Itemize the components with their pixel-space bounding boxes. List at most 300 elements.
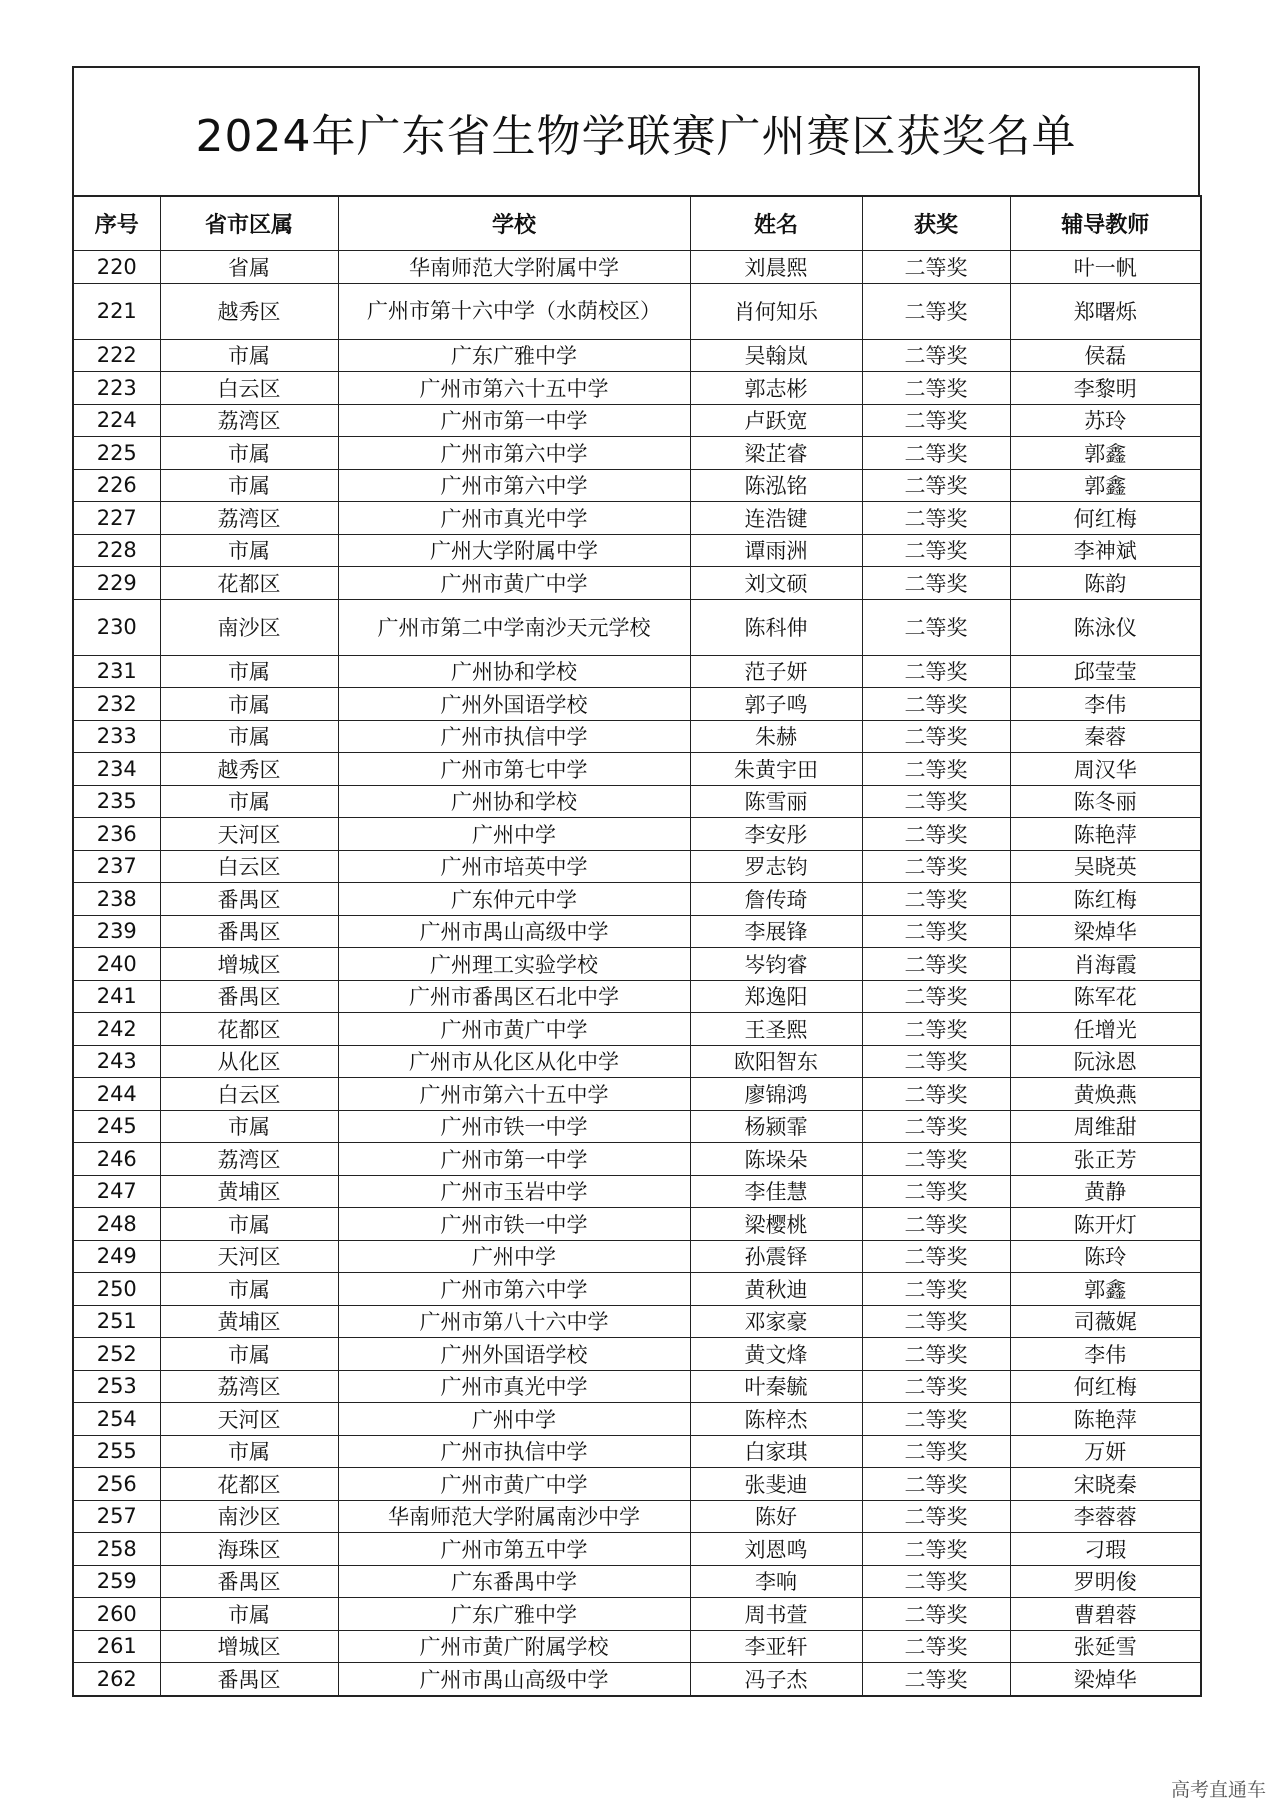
cell-award: 二等奖	[862, 1468, 1010, 1501]
cell-school: 广东广雅中学	[338, 339, 690, 372]
cell-district: 市属	[160, 1338, 338, 1371]
cell-teacher: 司薇娓	[1010, 1305, 1201, 1338]
table-row	[73, 753, 1201, 786]
cell-award: 二等奖	[862, 818, 1010, 851]
cell-school: 广州市黄广中学	[338, 1468, 690, 1501]
table-row	[73, 1305, 1201, 1338]
table-row	[73, 1338, 1201, 1371]
cell-school: 广州市真光中学	[338, 502, 690, 535]
table-row	[73, 283, 1201, 339]
table-row	[73, 1533, 1201, 1566]
cell-award: 二等奖	[862, 1598, 1010, 1631]
cell-teacher: 罗明俊	[1010, 1565, 1201, 1598]
cell-award: 二等奖	[862, 1565, 1010, 1598]
table-row	[73, 567, 1201, 600]
cell-award: 二等奖	[862, 1305, 1010, 1338]
table-row	[73, 1208, 1201, 1241]
cell-name: 孙震铎	[690, 1240, 862, 1273]
cell-district: 番禺区	[160, 980, 338, 1013]
cell-name: 陈雪丽	[690, 785, 862, 818]
cell-award: 二等奖	[862, 850, 1010, 883]
cell-teacher: 邱莹莹	[1010, 655, 1201, 688]
cell-name: 刘晨熙	[690, 251, 862, 284]
cell-award: 二等奖	[862, 883, 1010, 916]
cell-teacher: 周维甜	[1010, 1110, 1201, 1143]
table-row	[73, 1143, 1201, 1176]
table-row	[73, 1175, 1201, 1208]
cell-seq: 221	[73, 283, 160, 339]
cell-award: 二等奖	[862, 567, 1010, 600]
cell-teacher: 陈艳萍	[1010, 818, 1201, 851]
cell-seq: 248	[73, 1208, 160, 1241]
cell-district: 番禺区	[160, 915, 338, 948]
cell-district: 花都区	[160, 1013, 338, 1046]
cell-award: 二等奖	[862, 655, 1010, 688]
cell-teacher: 陈泳仪	[1010, 599, 1201, 655]
cell-teacher: 李黎明	[1010, 372, 1201, 405]
cell-school: 广州市真光中学	[338, 1370, 690, 1403]
cell-seq: 240	[73, 948, 160, 981]
cell-district: 黄埔区	[160, 1175, 338, 1208]
cell-district: 增城区	[160, 948, 338, 981]
cell-name: 白家琪	[690, 1435, 862, 1468]
cell-name: 王圣熙	[690, 1013, 862, 1046]
cell-school: 广州协和学校	[338, 655, 690, 688]
table-row	[73, 404, 1201, 437]
cell-teacher: 陈开灯	[1010, 1208, 1201, 1241]
cell-award: 二等奖	[862, 534, 1010, 567]
cell-name: 卢跃宽	[690, 404, 862, 437]
cell-award: 二等奖	[862, 437, 1010, 470]
cell-teacher: 宋晓秦	[1010, 1468, 1201, 1501]
table-row	[73, 1013, 1201, 1046]
cell-school: 广州市执信中学	[338, 1435, 690, 1468]
cell-name: 周书萱	[690, 1598, 862, 1631]
cell-district: 省属	[160, 251, 338, 284]
cell-district: 从化区	[160, 1045, 338, 1078]
cell-award: 二等奖	[862, 339, 1010, 372]
cell-district: 白云区	[160, 372, 338, 405]
cell-teacher: 曹碧蓉	[1010, 1598, 1201, 1631]
cell-district: 越秀区	[160, 753, 338, 786]
cell-school: 广州协和学校	[338, 785, 690, 818]
table-row	[73, 469, 1201, 502]
cell-district: 市属	[160, 688, 338, 721]
table-row	[73, 1273, 1201, 1306]
cell-seq: 231	[73, 655, 160, 688]
cell-name: 陈梓杰	[690, 1403, 862, 1436]
cell-school: 广州市第六十五中学	[338, 372, 690, 405]
table-row	[73, 251, 1201, 284]
table-row	[73, 1240, 1201, 1273]
cell-seq: 226	[73, 469, 160, 502]
cell-award: 二等奖	[862, 599, 1010, 655]
column-header-name: 姓名	[690, 196, 862, 251]
cell-seq: 247	[73, 1175, 160, 1208]
cell-teacher: 黄焕燕	[1010, 1078, 1201, 1111]
cell-school: 广州市从化区从化中学	[338, 1045, 690, 1078]
cell-school: 广东仲元中学	[338, 883, 690, 916]
cell-seq: 228	[73, 534, 160, 567]
column-header-teacher: 辅导教师	[1010, 196, 1201, 251]
table-row	[73, 915, 1201, 948]
cell-school: 华南师范大学附属南沙中学	[338, 1500, 690, 1533]
column-header-school: 学校	[338, 196, 690, 251]
cell-name: 范子妍	[690, 655, 862, 688]
cell-seq: 239	[73, 915, 160, 948]
cell-school: 广州市第一中学	[338, 1143, 690, 1176]
cell-district: 市属	[160, 655, 338, 688]
cell-district: 市属	[160, 1598, 338, 1631]
cell-name: 郭志彬	[690, 372, 862, 405]
cell-school: 广州市第八十六中学	[338, 1305, 690, 1338]
cell-seq: 258	[73, 1533, 160, 1566]
cell-award: 二等奖	[862, 785, 1010, 818]
cell-school: 广州市铁一中学	[338, 1110, 690, 1143]
cell-teacher: 秦蓉	[1010, 720, 1201, 753]
cell-award: 二等奖	[862, 1208, 1010, 1241]
cell-school: 广州中学	[338, 1403, 690, 1436]
table-row	[73, 437, 1201, 470]
cell-school: 广州市禺山高级中学	[338, 1663, 690, 1696]
cell-district: 白云区	[160, 850, 338, 883]
cell-teacher: 李蓉蓉	[1010, 1500, 1201, 1533]
cell-award: 二等奖	[862, 720, 1010, 753]
cell-award: 二等奖	[862, 1078, 1010, 1111]
cell-school: 广州理工实验学校	[338, 948, 690, 981]
cell-seq: 227	[73, 502, 160, 535]
table-row	[73, 1468, 1201, 1501]
cell-seq: 225	[73, 437, 160, 470]
cell-seq: 238	[73, 883, 160, 916]
cell-district: 市属	[160, 1110, 338, 1143]
cell-name: 岑钧睿	[690, 948, 862, 981]
cell-name: 廖锦鸿	[690, 1078, 862, 1111]
cell-teacher: 阮泳恩	[1010, 1045, 1201, 1078]
cell-school: 广州市第二中学南沙天元学校	[338, 599, 690, 655]
cell-school: 广州市第一中学	[338, 404, 690, 437]
cell-award: 二等奖	[862, 1013, 1010, 1046]
cell-name: 杨颍霏	[690, 1110, 862, 1143]
cell-award: 二等奖	[862, 688, 1010, 721]
cell-school: 广东番禺中学	[338, 1565, 690, 1598]
cell-district: 荔湾区	[160, 1370, 338, 1403]
cell-award: 二等奖	[862, 1045, 1010, 1078]
cell-seq: 252	[73, 1338, 160, 1371]
cell-teacher: 肖海霞	[1010, 948, 1201, 981]
cell-school: 广州外国语学校	[338, 688, 690, 721]
cell-seq: 249	[73, 1240, 160, 1273]
award-list-sheet	[72, 66, 1200, 1697]
cell-seq: 230	[73, 599, 160, 655]
cell-seq: 229	[73, 567, 160, 600]
table-row	[73, 785, 1201, 818]
cell-district: 花都区	[160, 567, 338, 600]
cell-name: 郑逸阳	[690, 980, 862, 1013]
table-row	[73, 1598, 1201, 1631]
cell-seq: 253	[73, 1370, 160, 1403]
cell-teacher: 周汉华	[1010, 753, 1201, 786]
cell-teacher: 陈红梅	[1010, 883, 1201, 916]
cell-name: 朱黄宇田	[690, 753, 862, 786]
cell-seq: 233	[73, 720, 160, 753]
cell-award: 二等奖	[862, 251, 1010, 284]
cell-award: 二等奖	[862, 1110, 1010, 1143]
cell-teacher: 陈艳萍	[1010, 1403, 1201, 1436]
cell-teacher: 陈玲	[1010, 1240, 1201, 1273]
cell-seq: 236	[73, 818, 160, 851]
cell-school: 广州市第七中学	[338, 753, 690, 786]
cell-name: 邓家豪	[690, 1305, 862, 1338]
cell-district: 市属	[160, 469, 338, 502]
cell-seq: 235	[73, 785, 160, 818]
cell-seq: 250	[73, 1273, 160, 1306]
cell-teacher: 陈军花	[1010, 980, 1201, 1013]
cell-seq: 237	[73, 850, 160, 883]
cell-name: 连浩键	[690, 502, 862, 535]
cell-teacher: 刁瑕	[1010, 1533, 1201, 1566]
table-row	[73, 599, 1201, 655]
cell-seq: 254	[73, 1403, 160, 1436]
cell-teacher: 万妍	[1010, 1435, 1201, 1468]
table-row	[73, 1663, 1201, 1696]
cell-district: 荔湾区	[160, 502, 338, 535]
cell-name: 陈泓铭	[690, 469, 862, 502]
cell-name: 梁樱桃	[690, 1208, 862, 1241]
cell-seq: 241	[73, 980, 160, 1013]
table-row	[73, 1500, 1201, 1533]
cell-award: 二等奖	[862, 502, 1010, 535]
cell-award: 二等奖	[862, 1273, 1010, 1306]
table-row	[73, 1403, 1201, 1436]
cell-district: 番禺区	[160, 1565, 338, 1598]
cell-district: 市属	[160, 1273, 338, 1306]
cell-award: 二等奖	[862, 283, 1010, 339]
watermark: 高考直通车	[1170, 1779, 1266, 1801]
table-row	[73, 1630, 1201, 1663]
cell-teacher: 张延雪	[1010, 1630, 1201, 1663]
table-row	[73, 1370, 1201, 1403]
cell-seq: 244	[73, 1078, 160, 1111]
cell-name: 李佳慧	[690, 1175, 862, 1208]
cell-district: 荔湾区	[160, 1143, 338, 1176]
cell-name: 肖何知乐	[690, 283, 862, 339]
cell-district: 花都区	[160, 1468, 338, 1501]
cell-award: 二等奖	[862, 915, 1010, 948]
cell-district: 天河区	[160, 1240, 338, 1273]
cell-teacher: 梁焯华	[1010, 1663, 1201, 1696]
cell-school: 广州大学附属中学	[338, 534, 690, 567]
cell-name: 陈垛朵	[690, 1143, 862, 1176]
cell-teacher: 郭鑫	[1010, 469, 1201, 502]
cell-school: 广州市第六中学	[338, 437, 690, 470]
cell-seq: 257	[73, 1500, 160, 1533]
cell-district: 番禺区	[160, 883, 338, 916]
cell-school: 广东广雅中学	[338, 1598, 690, 1631]
cell-award: 二等奖	[862, 753, 1010, 786]
table-row	[73, 1110, 1201, 1143]
cell-award: 二等奖	[862, 980, 1010, 1013]
table-row	[73, 1565, 1201, 1598]
cell-school: 广州市铁一中学	[338, 1208, 690, 1241]
cell-district: 市属	[160, 437, 338, 470]
cell-award: 二等奖	[862, 1435, 1010, 1468]
cell-seq: 234	[73, 753, 160, 786]
cell-award: 二等奖	[862, 372, 1010, 405]
cell-school: 广州中学	[338, 1240, 690, 1273]
cell-school: 广州市第十六中学（水荫校区）	[338, 283, 690, 339]
cell-name: 郭子鸣	[690, 688, 862, 721]
table-row	[73, 502, 1201, 535]
cell-seq: 260	[73, 1598, 160, 1631]
column-header-seq: 序号	[73, 196, 160, 251]
cell-award: 二等奖	[862, 404, 1010, 437]
cell-name: 谭雨洲	[690, 534, 862, 567]
cell-seq: 220	[73, 251, 160, 284]
cell-seq: 256	[73, 1468, 160, 1501]
cell-district: 市属	[160, 339, 338, 372]
cell-school: 广州市第六中学	[338, 1273, 690, 1306]
cell-district: 南沙区	[160, 1500, 338, 1533]
cell-name: 吴翰岚	[690, 339, 862, 372]
column-header-award: 获奖	[862, 196, 1010, 251]
cell-district: 海珠区	[160, 1533, 338, 1566]
cell-school: 广州市黄广附属学校	[338, 1630, 690, 1663]
table-row	[73, 980, 1201, 1013]
cell-name: 李展锋	[690, 915, 862, 948]
cell-teacher: 何红梅	[1010, 502, 1201, 535]
cell-award: 二等奖	[862, 1143, 1010, 1176]
cell-award: 二等奖	[862, 1338, 1010, 1371]
cell-teacher: 黄静	[1010, 1175, 1201, 1208]
table-row	[73, 339, 1201, 372]
cell-school: 广州市培英中学	[338, 850, 690, 883]
cell-school: 广州中学	[338, 818, 690, 851]
cell-school: 广州市番禺区石北中学	[338, 980, 690, 1013]
cell-name: 黄文烽	[690, 1338, 862, 1371]
cell-school: 华南师范大学附属中学	[338, 251, 690, 284]
cell-teacher: 郑曙烁	[1010, 283, 1201, 339]
cell-teacher: 何红梅	[1010, 1370, 1201, 1403]
cell-district: 市属	[160, 1435, 338, 1468]
cell-award: 二等奖	[862, 1630, 1010, 1663]
cell-district: 增城区	[160, 1630, 338, 1663]
cell-teacher: 叶一帆	[1010, 251, 1201, 284]
table-row	[73, 818, 1201, 851]
cell-name: 陈科伸	[690, 599, 862, 655]
cell-teacher: 郭鑫	[1010, 437, 1201, 470]
cell-teacher: 吴晓英	[1010, 850, 1201, 883]
document-title: 2024年广东省生物学联赛广州赛区获奖名单	[72, 66, 1200, 195]
cell-teacher: 侯磊	[1010, 339, 1201, 372]
cell-district: 荔湾区	[160, 404, 338, 437]
award-table	[72, 195, 1202, 1697]
table-row	[73, 655, 1201, 688]
cell-seq: 262	[73, 1663, 160, 1696]
cell-seq: 259	[73, 1565, 160, 1598]
cell-district: 番禺区	[160, 1663, 338, 1696]
cell-teacher: 任增光	[1010, 1013, 1201, 1046]
cell-district: 白云区	[160, 1078, 338, 1111]
cell-district: 市属	[160, 785, 338, 818]
column-header-district: 省市区属	[160, 196, 338, 251]
cell-seq: 243	[73, 1045, 160, 1078]
cell-teacher: 陈冬丽	[1010, 785, 1201, 818]
cell-seq: 223	[73, 372, 160, 405]
cell-name: 李安彤	[690, 818, 862, 851]
cell-school: 广州市禺山高级中学	[338, 915, 690, 948]
cell-seq: 261	[73, 1630, 160, 1663]
cell-seq: 246	[73, 1143, 160, 1176]
cell-award: 二等奖	[862, 469, 1010, 502]
table-row	[73, 720, 1201, 753]
cell-award: 二等奖	[862, 948, 1010, 981]
cell-teacher: 苏玲	[1010, 404, 1201, 437]
table-row	[73, 1045, 1201, 1078]
cell-name: 詹传琦	[690, 883, 862, 916]
cell-seq: 232	[73, 688, 160, 721]
table-row	[73, 948, 1201, 981]
cell-seq: 251	[73, 1305, 160, 1338]
cell-school: 广州外国语学校	[338, 1338, 690, 1371]
cell-district: 市属	[160, 534, 338, 567]
cell-teacher: 张正芳	[1010, 1143, 1201, 1176]
cell-award: 二等奖	[862, 1533, 1010, 1566]
cell-name: 梁芷睿	[690, 437, 862, 470]
cell-award: 二等奖	[862, 1500, 1010, 1533]
cell-district: 天河区	[160, 818, 338, 851]
cell-teacher: 李神斌	[1010, 534, 1201, 567]
table-row	[73, 534, 1201, 567]
cell-name: 冯子杰	[690, 1663, 862, 1696]
cell-award: 二等奖	[862, 1403, 1010, 1436]
cell-teacher: 李伟	[1010, 688, 1201, 721]
cell-district: 南沙区	[160, 599, 338, 655]
cell-name: 李响	[690, 1565, 862, 1598]
cell-school: 广州市第六中学	[338, 469, 690, 502]
table-row	[73, 372, 1201, 405]
cell-district: 市属	[160, 1208, 338, 1241]
cell-award: 二等奖	[862, 1240, 1010, 1273]
cell-school: 广州市玉岩中学	[338, 1175, 690, 1208]
cell-teacher: 李伟	[1010, 1338, 1201, 1371]
table-row	[73, 1078, 1201, 1111]
cell-seq: 222	[73, 339, 160, 372]
table-header-row	[73, 196, 1201, 251]
cell-name: 欧阳智东	[690, 1045, 862, 1078]
table-row	[73, 688, 1201, 721]
cell-seq: 224	[73, 404, 160, 437]
cell-name: 张斐迪	[690, 1468, 862, 1501]
table-row	[73, 1435, 1201, 1468]
cell-award: 二等奖	[862, 1370, 1010, 1403]
cell-name: 黄秋迪	[690, 1273, 862, 1306]
cell-teacher: 陈韵	[1010, 567, 1201, 600]
cell-seq: 245	[73, 1110, 160, 1143]
cell-teacher: 梁焯华	[1010, 915, 1201, 948]
cell-seq: 242	[73, 1013, 160, 1046]
cell-teacher: 郭鑫	[1010, 1273, 1201, 1306]
cell-school: 广州市黄广中学	[338, 1013, 690, 1046]
cell-name: 刘文硕	[690, 567, 862, 600]
cell-name: 叶秦毓	[690, 1370, 862, 1403]
cell-name: 朱赫	[690, 720, 862, 753]
table-row	[73, 883, 1201, 916]
cell-name: 罗志钧	[690, 850, 862, 883]
cell-school: 广州市黄广中学	[338, 567, 690, 600]
cell-name: 陈好	[690, 1500, 862, 1533]
cell-name: 李亚轩	[690, 1630, 862, 1663]
